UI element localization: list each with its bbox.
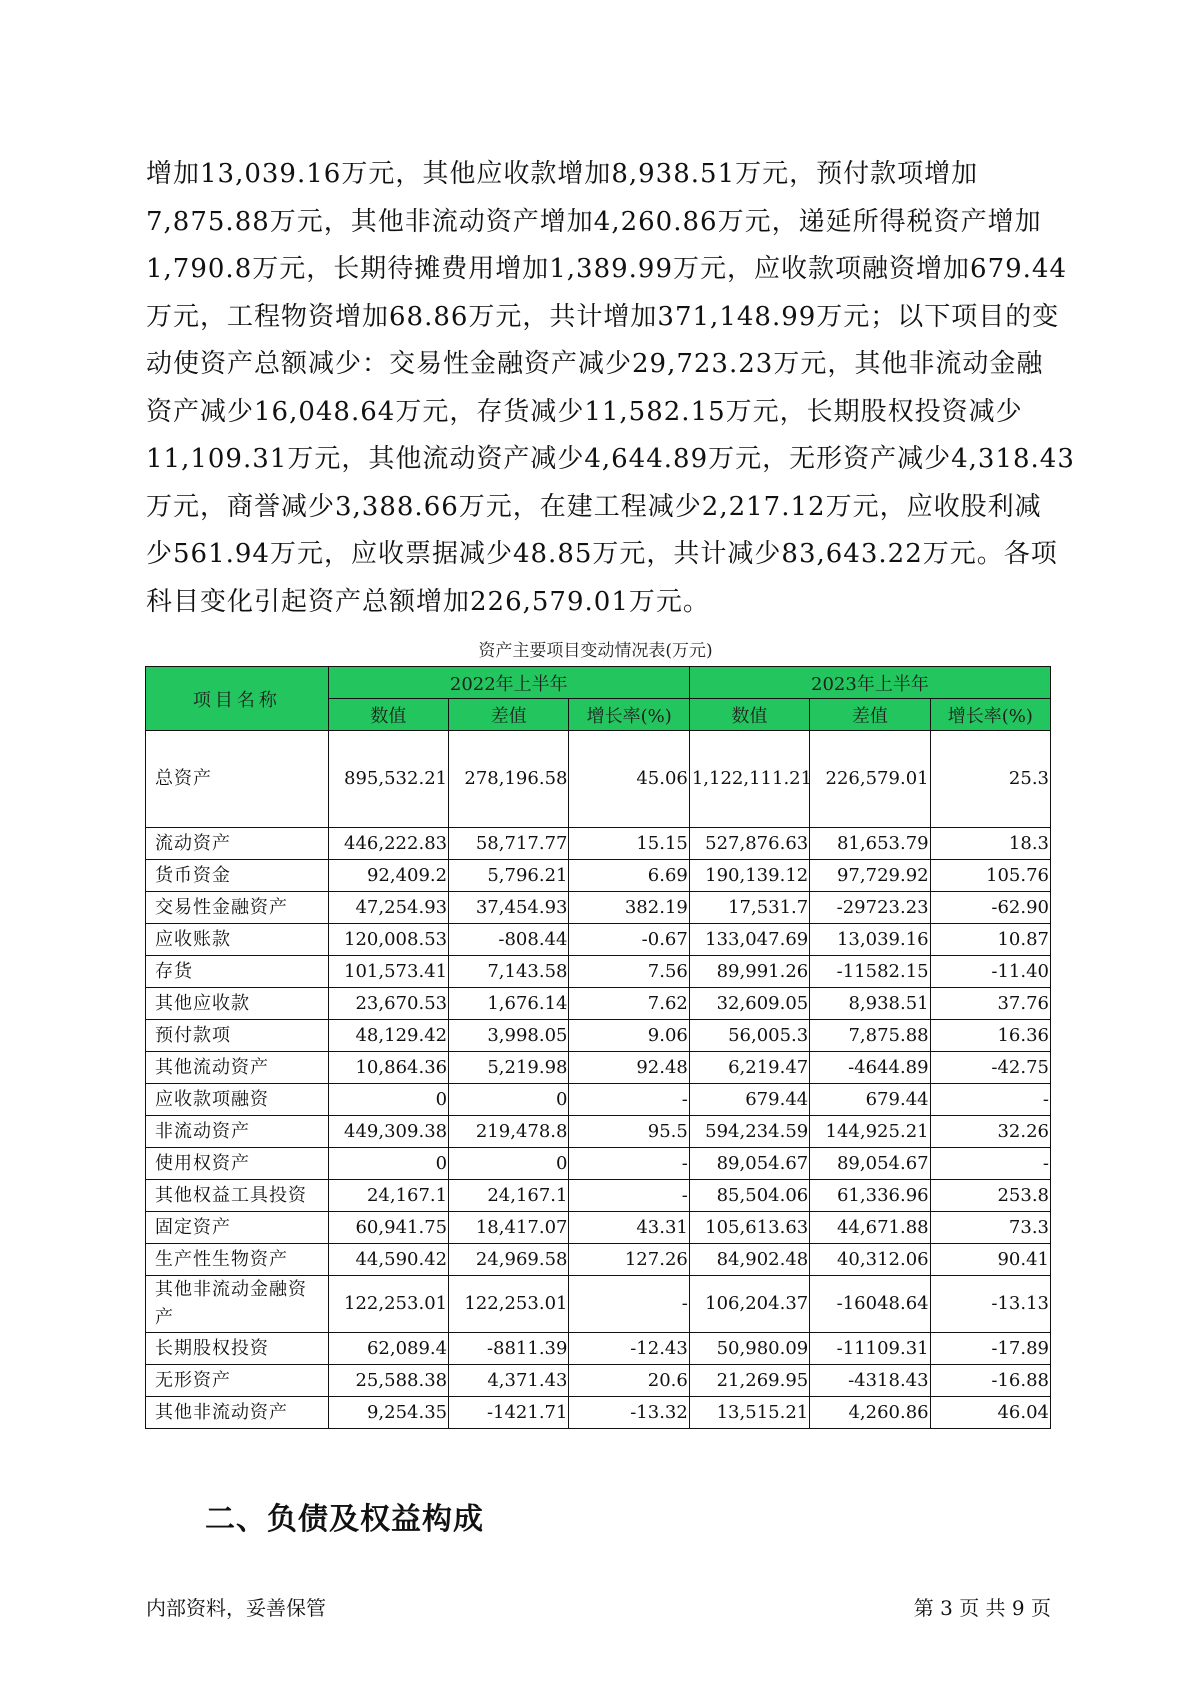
row-cell-value: 25,588.38 (328, 1365, 448, 1397)
paragraph-line: 7,875.88万元，其他非流动资产增加4,260.86万元，递延所得税资产增加 (146, 206, 1042, 237)
row-cell-value: 9.06 (569, 1020, 689, 1052)
row-cell-value: 32.26 (930, 1116, 1050, 1148)
row-cell-value: 105,613.63 (689, 1212, 809, 1244)
row-cell-value: 90.41 (930, 1244, 1050, 1276)
row-cell-value: 679.44 (689, 1084, 809, 1116)
row-item-name: 交易性金融资产 (146, 892, 329, 924)
row-cell-value: 84,902.48 (689, 1244, 809, 1276)
paragraph-line: 资产减少16,048.64万元，存货减少11,582.15万元，长期股权投资减少 (146, 396, 1023, 427)
row-cell-value: 50,980.09 (689, 1333, 809, 1365)
header-value: 数值 (689, 699, 809, 731)
table-row (146, 892, 1051, 924)
table-row (146, 1333, 1051, 1365)
header-value: 数值 (328, 699, 448, 731)
row-cell-value: 190,139.12 (689, 860, 809, 892)
row-cell-value: 127.26 (569, 1244, 689, 1276)
row-cell-value: -8811.39 (449, 1333, 569, 1365)
row-cell-value: 133,047.69 (689, 924, 809, 956)
row-cell-value: 17,531.7 (689, 892, 809, 924)
row-cell-value: 122,253.01 (328, 1276, 448, 1333)
row-cell-value: 43.31 (569, 1212, 689, 1244)
row-cell-value: 7.62 (569, 988, 689, 1020)
row-cell-value: 97,729.92 (810, 860, 930, 892)
row-cell-value: -4318.43 (810, 1365, 930, 1397)
row-cell-value: 1,676.14 (449, 988, 569, 1020)
row-item-name: 固定资产 (146, 1212, 329, 1244)
row-cell-value: 24,167.1 (328, 1180, 448, 1212)
row-cell-value: 89,991.26 (689, 956, 809, 988)
row-cell-value: 73.3 (930, 1212, 1050, 1244)
row-item-name: 使用权资产 (146, 1148, 329, 1180)
row-item-name: 生产性生物资产 (146, 1244, 329, 1276)
row-cell-value: 7.56 (569, 956, 689, 988)
row-item-name: 预付款项 (146, 1020, 329, 1052)
row-cell-value: 253.8 (930, 1180, 1050, 1212)
row-cell-value: 10,864.36 (328, 1052, 448, 1084)
row-cell-value: -13.32 (569, 1397, 689, 1429)
row-cell-value: 10.87 (930, 924, 1050, 956)
row-cell-value: 47,254.93 (328, 892, 448, 924)
row-cell-value: 6.69 (569, 860, 689, 892)
row-cell-value: -11582.15 (810, 956, 930, 988)
header-diff: 差值 (810, 699, 930, 731)
row-cell-value: 61,336.96 (810, 1180, 930, 1212)
row-cell-value: -13.13 (930, 1276, 1050, 1333)
row-cell-value: 44,671.88 (810, 1212, 930, 1244)
row-cell-value: 895,532.21 (328, 731, 448, 828)
table-row (146, 860, 1051, 892)
table-row (146, 731, 1051, 828)
row-cell-value: 4,260.86 (810, 1397, 930, 1429)
header-item-name: 项目名称 (146, 667, 329, 731)
row-item-name: 应收款项融资 (146, 1084, 329, 1116)
row-cell-value: -16.88 (930, 1365, 1050, 1397)
row-cell-value: -62.90 (930, 892, 1050, 924)
row-item-name: 其他应收款 (146, 988, 329, 1020)
row-cell-value: 32,609.05 (689, 988, 809, 1020)
row-cell-value: 25.3 (930, 731, 1050, 828)
row-cell-value: - (930, 1084, 1050, 1116)
row-cell-value: 105.76 (930, 860, 1050, 892)
row-item-name: 其他权益工具投资 (146, 1180, 329, 1212)
row-cell-value: 0 (328, 1084, 448, 1116)
row-cell-value: - (569, 1148, 689, 1180)
table-row (146, 1020, 1051, 1052)
row-cell-value: 3,998.05 (449, 1020, 569, 1052)
table-row (146, 1052, 1051, 1084)
header-year-2022: 2022年上半年 (328, 667, 689, 699)
table-row (146, 1084, 1051, 1116)
row-cell-value: 95.5 (569, 1116, 689, 1148)
table-row (146, 1180, 1051, 1212)
table-row (146, 1148, 1051, 1180)
row-cell-value: 16.36 (930, 1020, 1050, 1052)
table-row (146, 1397, 1051, 1429)
row-cell-value: 0 (328, 1148, 448, 1180)
row-cell-value: 7,875.88 (810, 1020, 930, 1052)
row-cell-value: -4644.89 (810, 1052, 930, 1084)
row-cell-value: 382.19 (569, 892, 689, 924)
row-cell-value: -16048.64 (810, 1276, 930, 1333)
row-cell-value: 20.6 (569, 1365, 689, 1397)
header-growth: 增长率(%) (569, 699, 689, 731)
row-cell-value: -12.43 (569, 1333, 689, 1365)
row-cell-value: 5,796.21 (449, 860, 569, 892)
row-item-name: 存货 (146, 956, 329, 988)
row-item-name: 其他非流动资产 (146, 1397, 329, 1429)
row-cell-value: 48,129.42 (328, 1020, 448, 1052)
row-cell-value: 120,008.53 (328, 924, 448, 956)
row-item-name: 非流动资产 (146, 1116, 329, 1148)
row-cell-value: 449,309.38 (328, 1116, 448, 1148)
row-cell-value: 58,717.77 (449, 828, 569, 860)
row-cell-value: 226,579.01 (810, 731, 930, 828)
row-item-name: 无形资产 (146, 1365, 329, 1397)
paragraph-line: 科目变化引起资产总额增加226,579.01万元。 (146, 586, 710, 617)
row-cell-value: -11109.31 (810, 1333, 930, 1365)
row-cell-value: 122,253.01 (449, 1276, 569, 1333)
row-cell-value: 18,417.07 (449, 1212, 569, 1244)
row-cell-value: -1421.71 (449, 1397, 569, 1429)
table-row (146, 924, 1051, 956)
footer-confidential-note: 内部资料，妥善保管 (146, 1596, 326, 1620)
asset-change-table (145, 666, 1051, 1429)
header-diff: 差值 (449, 699, 569, 731)
row-item-name: 货币资金 (146, 860, 329, 892)
table-row (146, 1212, 1051, 1244)
row-cell-value: 18.3 (930, 828, 1050, 860)
row-cell-value: 144,925.21 (810, 1116, 930, 1148)
table-row (146, 956, 1051, 988)
row-cell-value: 679.44 (810, 1084, 930, 1116)
row-cell-value: 40,312.06 (810, 1244, 930, 1276)
row-cell-value: 56,005.3 (689, 1020, 809, 1052)
row-cell-value: 13,039.16 (810, 924, 930, 956)
row-cell-value: 7,143.58 (449, 956, 569, 988)
row-cell-value: 44,590.42 (328, 1244, 448, 1276)
row-item-name: 总资产 (146, 731, 329, 828)
row-cell-value: 527,876.63 (689, 828, 809, 860)
row-cell-value: 4,371.43 (449, 1365, 569, 1397)
row-cell-value: - (930, 1148, 1050, 1180)
row-cell-value: 60,941.75 (328, 1212, 448, 1244)
row-item-name: 其他流动资产 (146, 1052, 329, 1084)
paragraph-line: 增加13,039.16万元，其他应收款增加8,938.51万元，预付款项增加 (146, 159, 979, 189)
row-cell-value: 89,054.67 (810, 1148, 930, 1180)
row-cell-value: 85,504.06 (689, 1180, 809, 1212)
table-row (146, 1116, 1051, 1148)
paragraph-line: 1,790.8万元，长期待摊费用增加1,389.99万元，应收款项融资增加679.44 (146, 254, 1067, 284)
row-cell-value: - (569, 1084, 689, 1116)
paragraph-line: 万元，商誉减少3,388.66万元，在建工程减少2,217.12万元，应收股利减 (146, 491, 1042, 522)
row-cell-value: 62,089.4 (328, 1333, 448, 1365)
row-cell-value: -0.67 (569, 924, 689, 956)
row-cell-value: 45.06 (569, 731, 689, 828)
row-cell-value: 23,670.53 (328, 988, 448, 1020)
row-cell-value: - (569, 1276, 689, 1333)
row-cell-value: - (569, 1180, 689, 1212)
row-cell-value: 37.76 (930, 988, 1050, 1020)
row-cell-value: -29723.23 (810, 892, 930, 924)
table-row (146, 1276, 1051, 1333)
row-cell-value: 278,196.58 (449, 731, 569, 828)
row-cell-value: 8,938.51 (810, 988, 930, 1020)
row-cell-value: 46.04 (930, 1397, 1050, 1429)
row-cell-value: -17.89 (930, 1333, 1050, 1365)
row-cell-value: 89,054.67 (689, 1148, 809, 1180)
row-cell-value: 24,969.58 (449, 1244, 569, 1276)
table-row (146, 1244, 1051, 1276)
row-cell-value: 13,515.21 (689, 1397, 809, 1429)
table-row (146, 988, 1051, 1020)
paragraph-line: 动使资产总额减少：交易性金融资产减少29,723.23万元，其他非流动金融 (146, 349, 1044, 379)
row-cell-value: -11.40 (930, 956, 1050, 988)
table-row (146, 828, 1051, 860)
row-cell-value: 106,204.37 (689, 1276, 809, 1333)
row-cell-value: 5,219.98 (449, 1052, 569, 1084)
section-heading: 二、负债及权益构成 (205, 1502, 484, 1537)
row-cell-value: 81,653.79 (810, 828, 930, 860)
header-year-2023: 2023年上半年 (689, 667, 1050, 699)
paragraph-line: 少561.94万元，应收票据减少48.85万元，共计减少83,643.22万元。各项 (146, 539, 1058, 569)
row-cell-value: 594,234.59 (689, 1116, 809, 1148)
row-cell-value: -808.44 (449, 924, 569, 956)
row-cell-value: 92,409.2 (328, 860, 448, 892)
row-cell-value: 1,122,111.21 (689, 731, 809, 828)
row-cell-value: 446,222.83 (328, 828, 448, 860)
row-cell-value: 92.48 (569, 1052, 689, 1084)
row-cell-value: 15.15 (569, 828, 689, 860)
table-row (146, 1365, 1051, 1397)
row-cell-value: 9,254.35 (328, 1397, 448, 1429)
body-paragraph (146, 151, 1075, 626)
row-item-name: 流动资产 (146, 828, 329, 860)
row-item-name: 应收账款 (146, 924, 329, 956)
row-cell-value: 6,219.47 (689, 1052, 809, 1084)
header-growth: 增长率(%) (930, 699, 1050, 731)
footer-page-number: 第 3 页 共 9 页 (913, 1596, 1051, 1620)
row-cell-value: 219,478.8 (449, 1116, 569, 1148)
paragraph-line: 万元，工程物资增加68.86万元，共计增加371,148.99万元；以下项目的变 (146, 301, 1060, 332)
paragraph-line: 11,109.31万元，其他流动资产减少4,644.89万元，无形资产减少4,318.43 (146, 444, 1075, 474)
row-cell-value: 37,454.93 (449, 892, 569, 924)
row-cell-value: 0 (449, 1148, 569, 1180)
table-caption: 资产主要项目变动情况表(万元) (478, 641, 713, 661)
row-cell-value: 21,269.95 (689, 1365, 809, 1397)
row-cell-value: -42.75 (930, 1052, 1050, 1084)
row-cell-value: 24,167.1 (449, 1180, 569, 1212)
row-item-name: 其他非流动金融资产 (146, 1276, 329, 1333)
row-item-name: 长期股权投资 (146, 1333, 329, 1365)
row-cell-value: 0 (449, 1084, 569, 1116)
row-cell-value: 101,573.41 (328, 956, 448, 988)
